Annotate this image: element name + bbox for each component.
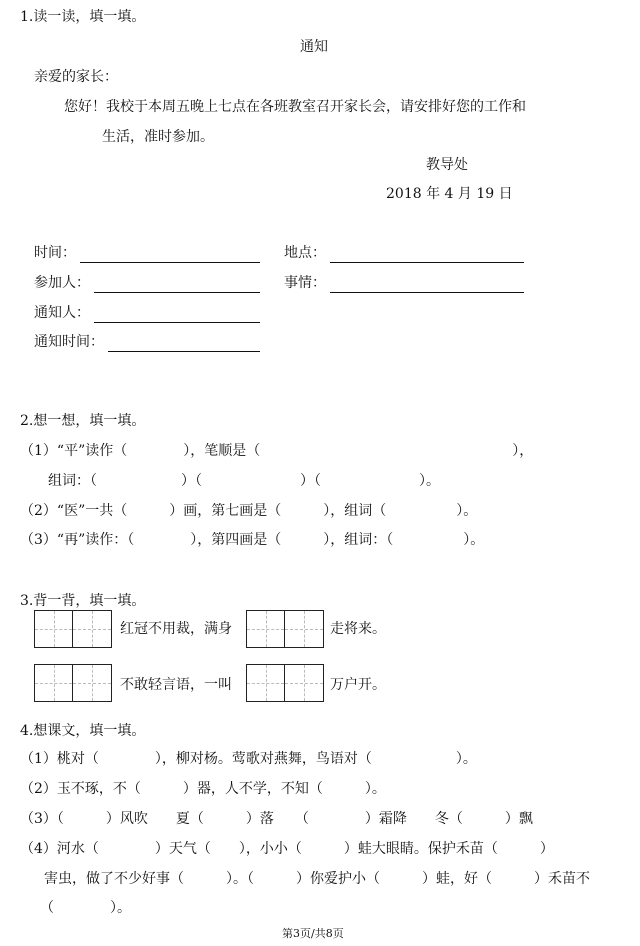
question-2-item-1: （1）“平”读作（ ），笔顺是（ ）， — [20, 443, 534, 459]
answer-line-place[interactable] — [330, 262, 524, 263]
field-label-time: 时间： — [34, 245, 76, 261]
poem-line-2-middle: 不敢轻言语，一叫 — [120, 677, 232, 693]
answer-line-notifier[interactable] — [94, 322, 260, 323]
field-label-place: 地点： — [284, 245, 326, 261]
field-label-attendees: 参加人： — [34, 275, 90, 291]
question-4-item-2: （2）玉不琢，不（ ）器，人不学，不知（ ）。 — [20, 781, 386, 797]
notice-body-line2: 生活，准时参加。 — [102, 129, 214, 145]
question-2-title: 2.想一想，填一填。 — [20, 413, 146, 429]
notice-signer: 教导处 — [426, 157, 468, 173]
notice-salutation: 亲爱的家长： — [34, 69, 118, 85]
question-1-title: 1.读一读，填一填。 — [20, 9, 146, 25]
answer-line-notice-time[interactable] — [108, 351, 260, 352]
question-4-item-4-end: （ ）。 — [40, 900, 131, 916]
notice-heading: 通知 — [300, 39, 328, 55]
poem-line-1-end: 走将来。 — [330, 621, 386, 637]
answer-line-time[interactable] — [80, 262, 260, 263]
poem-line-1-middle: 红冠不用裁，满身 — [120, 621, 232, 637]
notice-body-line1: 您好！我校于本周五晚上七点在各班教室召开家长会，请安排好您的工作和 — [64, 99, 526, 115]
question-4-item-4-cont: 害虫，做了不少好事（ ）。（ ）你爱护小（ ）蛙，好（ ）禾苗不 — [44, 871, 590, 887]
answer-line-attendees[interactable] — [94, 292, 260, 293]
field-label-notice-time: 通知时间： — [34, 334, 104, 350]
writing-grid[interactable] — [34, 610, 112, 648]
notice-date: 2018 年 4 月 19 日 — [386, 186, 513, 202]
page-footer: 第3页/共8页 — [282, 927, 344, 940]
question-4-item-3: （3）（ ）风吹 夏（ ）落 （ ）霜降 冬（ ）飘 — [20, 811, 533, 827]
writing-grid[interactable] — [34, 664, 112, 702]
writing-grid[interactable] — [246, 610, 324, 648]
answer-line-matter[interactable] — [330, 292, 524, 293]
question-4-item-4: （4）河水（ ）天气（ ），小小（ ）蛙大眼睛。保护禾苗（ ） — [20, 841, 554, 857]
question-2-item-2: （2）“医”一共（ ）画，第七画是（ ），组词（ ）。 — [20, 503, 478, 519]
question-3-title: 3.背一背，填一填。 — [20, 593, 146, 609]
question-4-item-1: （1）桃对（ ），柳对杨。莺歌对燕舞，鸟语对（ ）。 — [20, 751, 477, 767]
writing-grid[interactable] — [246, 664, 324, 702]
poem-line-2-end: 万户开。 — [330, 677, 386, 693]
question-4-title: 4.想课文，填一填。 — [20, 723, 146, 739]
field-label-matter: 事情： — [284, 275, 326, 291]
question-2-item-3: （3）“再”读作：（ ），第四画是（ ），组词：（ ）。 — [20, 532, 485, 548]
question-2-item-1-words: 组词：（ ）（ ）（ ）。 — [48, 473, 440, 489]
field-label-notifier: 通知人： — [34, 305, 90, 321]
